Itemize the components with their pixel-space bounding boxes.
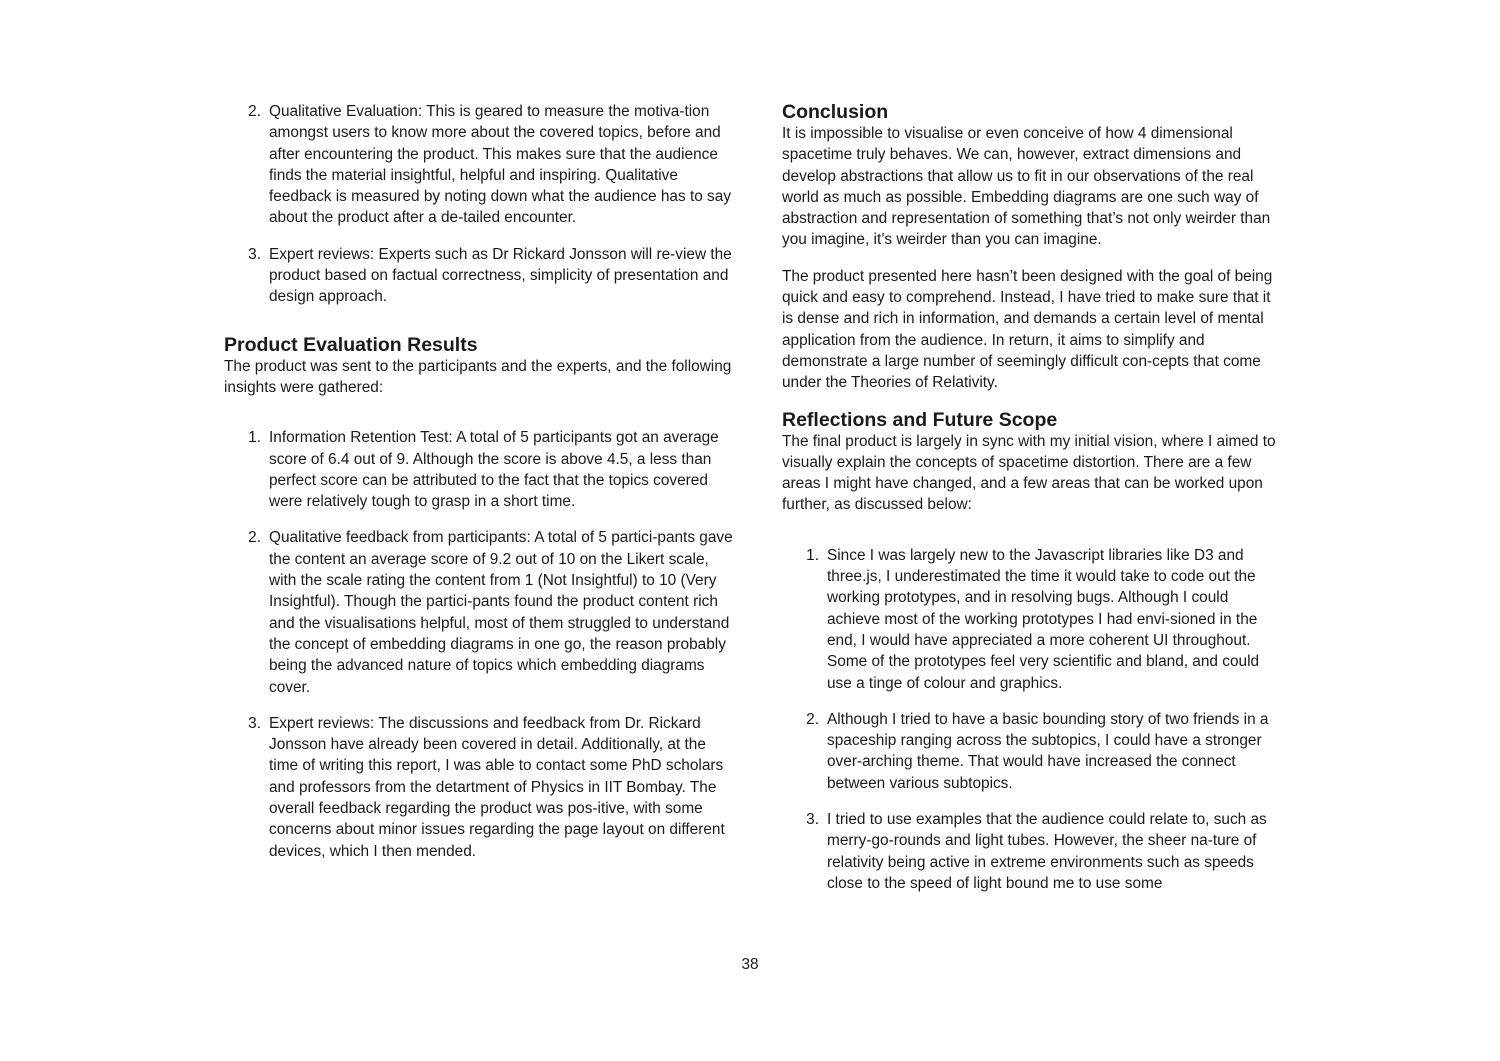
list-item-text: Although I tried to have a basic bounding story of two friends in a spaceship ranging across the subtopics, I could have a stronger over-arching theme. That would have increased the connect between various subtopics. [827, 710, 1269, 792]
conclusion-paragraph: It is impossible to visualise or even conceive of how 4 dimensional spacetime truly behaves. We can, however, extract dimensions and develop abstractions that allow us to fit in our observations of the real world as much as possible. Embedding diagrams are one such way of abstraction and representation of something that’s not only weirder than you imagine, it’s weirder than you can imagine. [782, 125, 1271, 249]
list-item [224, 527, 734, 697]
list-item-text: I tried to use examples that the audience could relate to, such as merry-go-rounds and light tubes. However, the sheer na-ture of relativity being active in extreme environments such as speeds close to the speed of light bound me to use some [827, 811, 1267, 892]
list-item [782, 545, 1282, 694]
section-heading-product-evaluation-results: Product Evaluation Results [224, 333, 478, 356]
evaluation-methods-list [224, 101, 734, 308]
section-heading-conclusion: Conclusion [782, 101, 889, 123]
list-item [782, 709, 1282, 794]
section-heading-reflections: Reflections and Future Scope [782, 408, 1058, 431]
list-item-number: 3. [806, 811, 819, 829]
list-item-text: Information Retention Test: A total of 5 participants got an average score of 6.4 out of 9. Although the score is above 4.5, a less than perfect score can be attributed to the fact that the topics covered were relatively tough to grasp in a short time. [269, 429, 719, 511]
list-item-number: 2. [248, 103, 261, 120]
list-item-number: 3. [248, 714, 261, 732]
list-item-text: Qualitative Evaluation: This is geared to measure the motiva-tion amongst users to know more about the covered topics, before and after encountering the product. This makes sure that the audience finds the material insightful, helpful and inspiring. Qualitative feedback is measured by noting down what the audience has to say about the product after a de-tailed encounter. [269, 103, 732, 227]
page-number: 38 [741, 956, 759, 973]
left-column [224, 101, 734, 877]
list-item [782, 809, 1282, 894]
list-item-number: 2. [806, 710, 819, 728]
right-column [782, 101, 1282, 909]
conclusion-paragraph: The product presented here hasn’t been designed with the goal of being quick and easy to comprehend. Instead, I have tried to make sure that it is dense and rich in information, and demands a certain level of mental application from the audience. In return, it aims to simplify and demonstrate a large number of seemingly difficult con-cepts that come under the Theories of Relativity. [782, 267, 1273, 392]
list-item [224, 101, 734, 229]
list-item [224, 244, 734, 308]
list-item-text: Qualitative feedback from participants: A total of 5 partici-pants gave the content an average score of 9.2 out of 10 on the Likert scale, with the scale rating the content from 1 (Not Insightful) to 10 (Very Insightful). Though the partici-pants found the product content rich and the visualisations helpful, most of them struggled to understand the concept of embedding diagrams in one go, the reason probably being the advanced nature of topics which embedding diagrams cover. [269, 529, 733, 696]
list-item-text: Expert reviews: The discussions and feedback from Dr. Rickard Jonsson have already been covered in detail. Additionally, at the time of writing this report, I was able to contact some PhD scholars and professors from the detartment of Physics in IIT Bombay. The overall feedback regarding the product was pos-itive, with some concerns about minor issues regarding the page layout on different devices, which I then mended. [269, 714, 725, 860]
list-item [224, 713, 734, 862]
list-item-number: 2. [248, 529, 261, 547]
list-item-text: Since I was largely new to the Javascript libraries like D3 and three.js, I underestimated the time it would take to code out the working prototypes, and in resolving bugs. Although I could achieve most of the working prototypes I had envi-sioned in the end, I would have appreciated a more coherent UI throughout. Some of the prototypes feel very scientific and bland, and could use a tinge of colour and graphics. [827, 546, 1260, 692]
list-item [224, 427, 734, 512]
reflections-intro: The final product is largely in sync with my initial vision, where I aimed to visually explain the concepts of spacetime distortion. There are a few areas I might have changed, and a few areas that can be worked upon further, as discussed below: [782, 432, 1276, 514]
list-item-text: Expert reviews: Experts such as Dr Rickard Jonsson will re-view the product based on factual correctness, simplicity of presentation and design approach. [269, 245, 732, 306]
evaluation-results-list [224, 427, 734, 862]
list-item-number: 1. [806, 546, 819, 564]
list-item-number: 1. [248, 429, 261, 447]
reflections-list [782, 545, 1282, 894]
list-item-number: 3. [248, 245, 261, 263]
section-intro: The product was sent to the participants and the experts, and the following insights were gathered: [224, 357, 732, 396]
